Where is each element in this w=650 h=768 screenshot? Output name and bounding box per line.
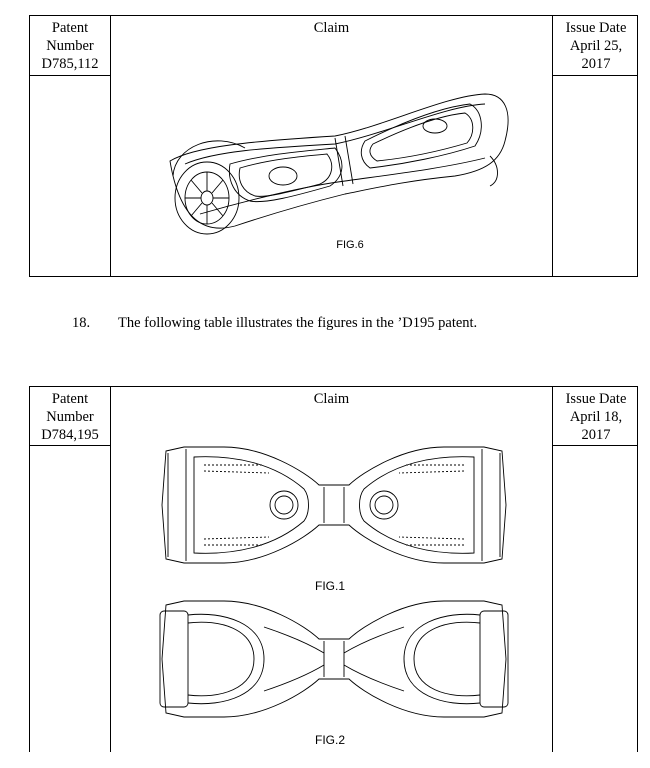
hoverboard-bottom-view-drawing [154, 597, 514, 722]
patent-number-header: Patent Number D785,112 [30, 19, 110, 73]
hoverboard-top-view-drawing [154, 443, 514, 568]
patent-number-header: Patent Number D784,195 [30, 390, 110, 444]
claim-header: Claim [313, 20, 350, 36]
figure-2-label: FIG.2 [314, 733, 345, 747]
issue-date-header: Issue Date April 25, 2017 [565, 20, 627, 72]
paragraph-text: The following table illustrates the figures in the ’D195 patent. [118, 315, 478, 331]
patent-table-d784195 [29, 386, 638, 752]
claim-header: Claim [313, 391, 350, 407]
issue-date-header: Issue Date April 18, 2017 [565, 391, 627, 443]
hoverboard-perspective-drawing [155, 86, 515, 236]
patent-number: D785,112 [41, 56, 99, 72]
figure-6-label: FIG.6 [336, 239, 364, 251]
paragraph-number: 18. [72, 315, 91, 331]
patent-table-d785112 [29, 15, 638, 277]
figure-1-label: FIG.1 [314, 579, 345, 593]
patent-number: D784,195 [41, 427, 99, 443]
